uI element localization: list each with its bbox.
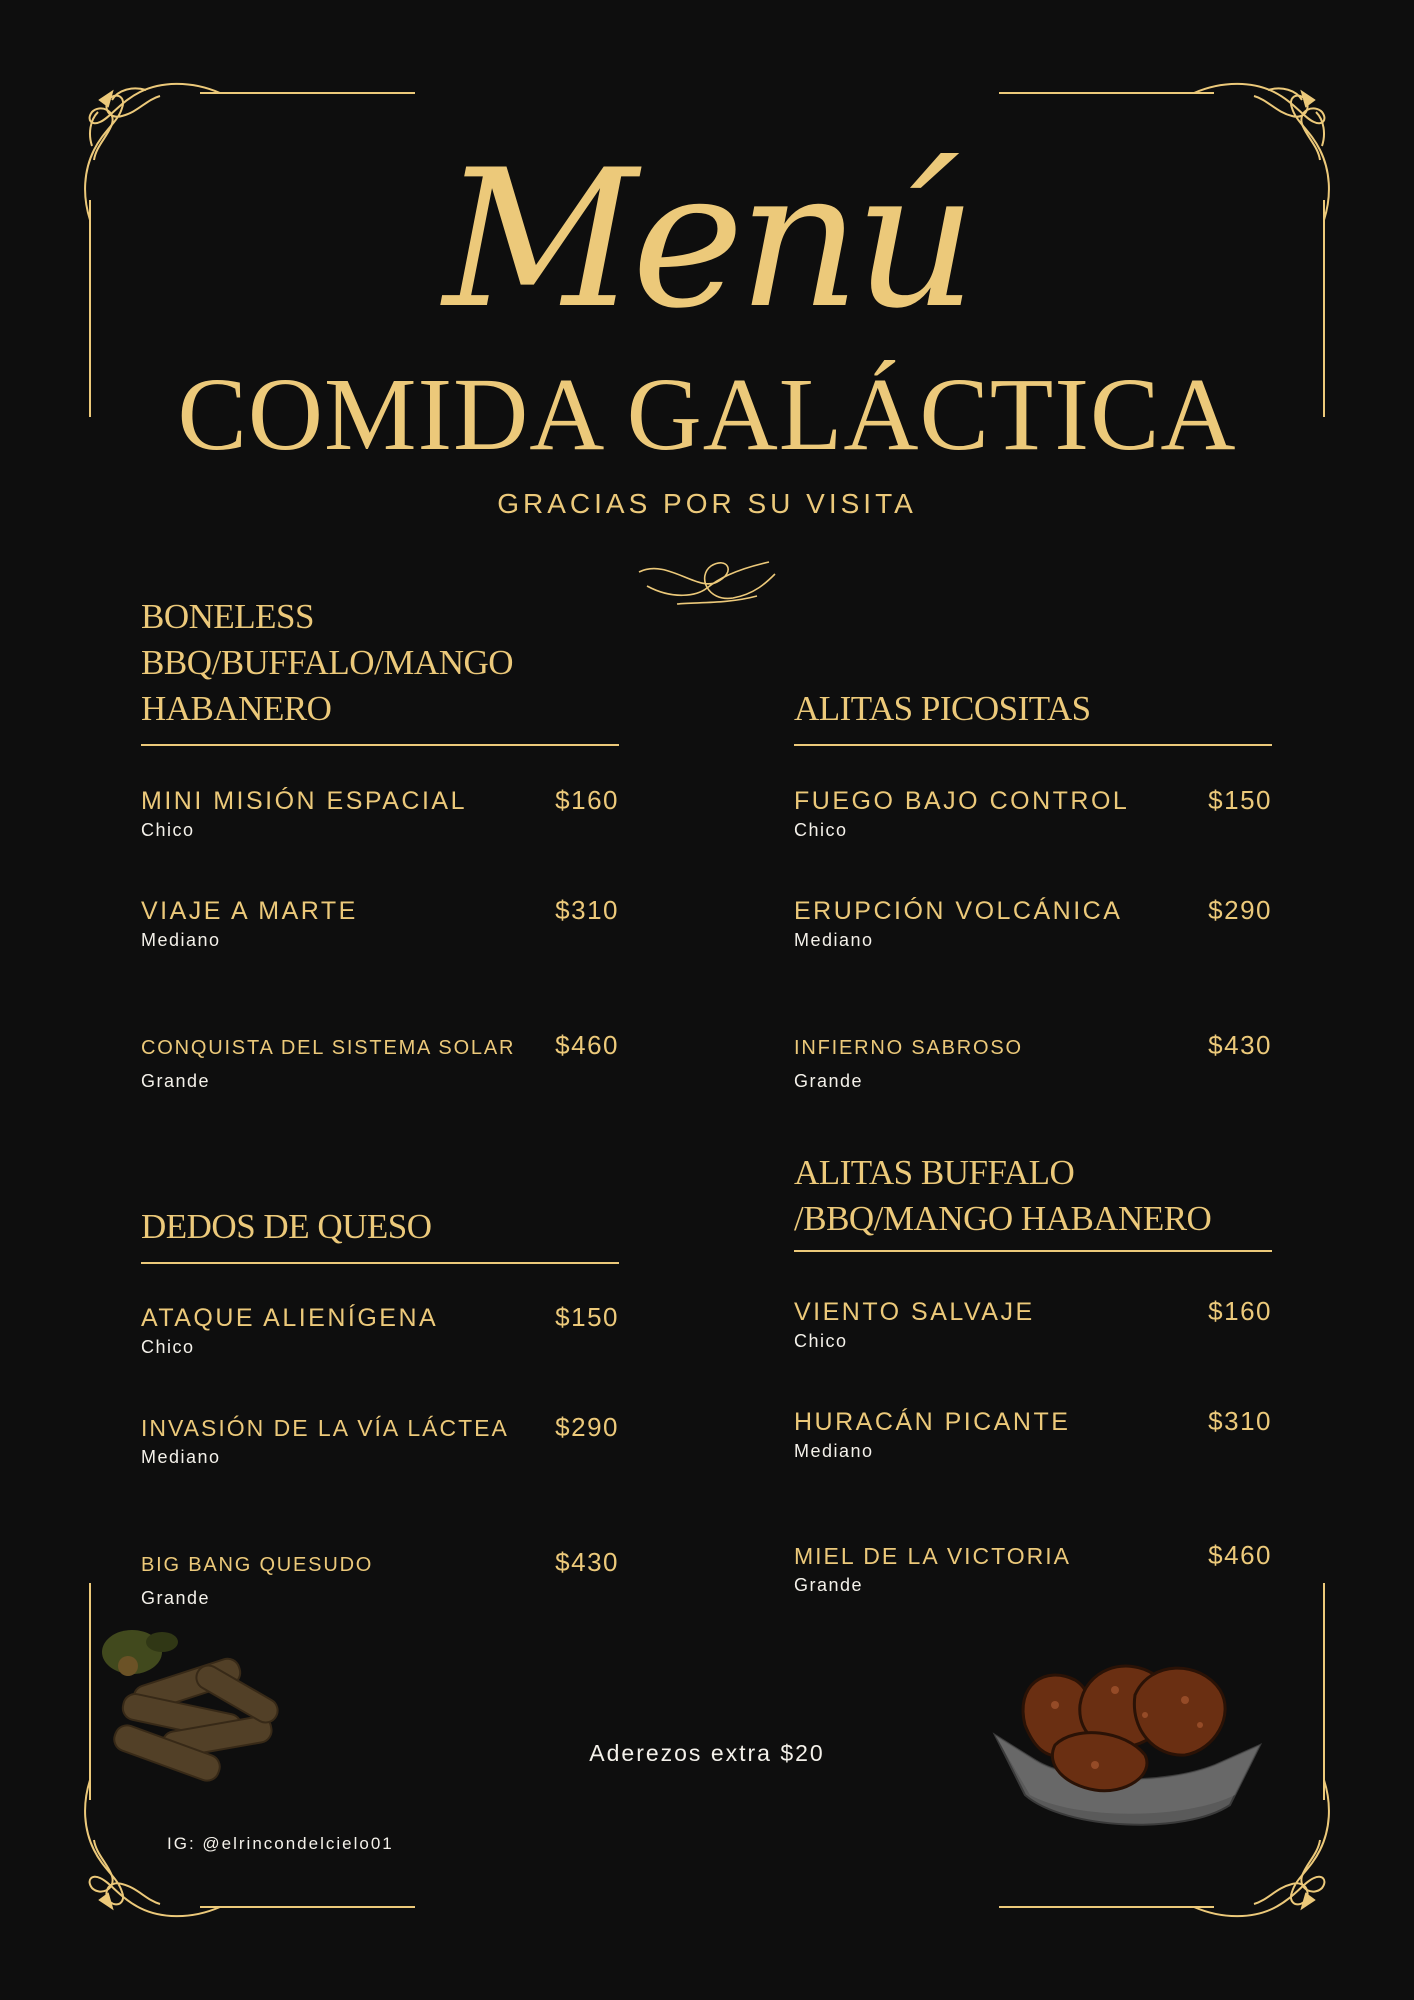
item-name: MIEL DE LA VICTORIA: [794, 1543, 1072, 1569]
item-size: Mediano: [794, 930, 874, 950]
item-size: Mediano: [141, 930, 221, 950]
section-divider: [141, 744, 619, 746]
section-alitas-picositas: [794, 640, 1272, 746]
section-alitas-buffalo: [794, 1150, 1272, 1252]
item-name: INVASIÓN DE LA VÍA LÁCTEA: [141, 1415, 509, 1441]
script-title: Menú: [443, 129, 971, 350]
menu-item: [794, 1030, 1272, 1092]
item-size: Chico: [141, 1337, 195, 1357]
item-size: Chico: [794, 820, 848, 840]
menu-item: [794, 895, 1272, 951]
item-price: $310: [1208, 1406, 1272, 1436]
item-size: Grande: [141, 1588, 211, 1608]
item-price: $460: [555, 1030, 619, 1060]
item-price: $460: [1208, 1540, 1272, 1570]
section-boneless: [141, 597, 619, 746]
item-size: Mediano: [141, 1447, 221, 1467]
tagline: GRACIAS POR SU VISITA: [497, 488, 917, 519]
item-name: VIAJE A MARTE: [141, 897, 358, 925]
items-dedos-queso: [141, 1302, 619, 1622]
menu-item: [141, 895, 619, 951]
item-price: $160: [1208, 1296, 1272, 1326]
item-price: $430: [555, 1547, 619, 1577]
main-title: COMIDA GALÁCTICA: [177, 357, 1237, 472]
item-price: $290: [555, 1412, 619, 1442]
menu-item: [794, 785, 1272, 841]
item-size: Chico: [794, 1331, 848, 1351]
item-name: ERUPCIÓN VOLCÁNICA: [794, 897, 1123, 925]
menu-item: [794, 1540, 1272, 1596]
item-name: BIG BANG QUESUDO: [141, 1554, 374, 1576]
instagram-handle[interactable]: IG: @elrincondelcielo01: [167, 1834, 394, 1853]
section-divider: [794, 1250, 1272, 1252]
item-price: $160: [555, 785, 619, 815]
menu-item: [141, 1030, 619, 1092]
item-size: Grande: [141, 1071, 211, 1091]
items-boneless: [141, 785, 619, 1105]
item-price: $310: [555, 895, 619, 925]
menu-item: [794, 1406, 1272, 1462]
section-divider: [794, 744, 1272, 746]
item-name: HURACÁN PICANTE: [794, 1408, 1071, 1436]
item-name: FUEGO BAJO CONTROL: [794, 787, 1130, 815]
menu-item: [141, 1412, 619, 1468]
item-name: ATAQUE ALIENÍGENA: [141, 1304, 439, 1332]
section-title-dedos-queso: DEDOS DE QUESO: [141, 1207, 432, 1246]
item-price: $430: [1208, 1030, 1272, 1060]
item-size: Chico: [141, 820, 195, 840]
item-size: Grande: [794, 1071, 864, 1091]
menu-item: [141, 1302, 619, 1358]
section-title-alitas-picositas: ALITAS PICOSITAS: [794, 689, 1091, 728]
section-divider: [141, 1262, 619, 1264]
item-price: $150: [1208, 785, 1272, 815]
menu-item: [141, 785, 619, 841]
extras-note: Aderezos extra $20: [589, 1740, 825, 1766]
item-price: $150: [555, 1302, 619, 1332]
items-alitas-buffalo: [794, 1296, 1272, 1616]
menu-item: [141, 1547, 619, 1609]
item-price: $290: [1208, 895, 1272, 925]
item-name: MINI MISIÓN ESPACIAL: [141, 787, 467, 815]
item-size: Grande: [794, 1575, 864, 1595]
item-name: CONQUISTA DEL SISTEMA SOLAR: [141, 1037, 516, 1059]
item-name: VIENTO SALVAJE: [794, 1298, 1035, 1326]
items-alitas-picositas: [794, 785, 1272, 1105]
menu-item: [794, 1296, 1272, 1352]
item-size: Mediano: [794, 1441, 874, 1461]
flourish-icon: [637, 552, 777, 608]
item-name: INFIERNO SABROSO: [794, 1037, 1023, 1059]
section-title-boneless: BONELESS BBQ/BUFFALO/MANGO HABANERO: [141, 597, 514, 728]
section-dedos-queso: [141, 1158, 619, 1264]
section-title-alitas-buffalo: ALITAS BUFFALO /BBQ/MANGO HABANERO: [794, 1153, 1212, 1238]
